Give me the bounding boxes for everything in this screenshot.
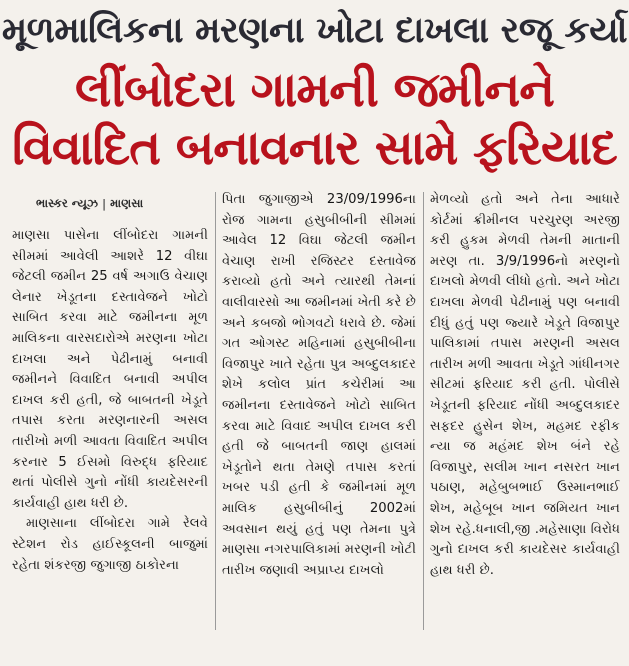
column-divider <box>423 192 424 630</box>
byline-agency: ભાસ્કર ન્યૂઝ <box>36 196 98 210</box>
article-paragraph: મેળવ્યો હતો અને તેના આધારે કોર્ટમાં ક્રીમીનલ પરચુરણ અરજી કરી હુકમ મેળવી તેમની માતાની મરણ તા. 3/9/1996નો મરણનો દાખલો મેળવી લીધો હતો. અને ખોટા દાખલા મેળવી પેઢીનામું પણ બનાવી દીધું હતું પણ જ્યારે ખેડૂતે વિજાપુર પાલિકામાં તપાસ મરણની અસલ તારીખ મળી આવતા ખેડૂતે ગાંધીનગર સીટમાં ફરિયાદ કરી હતી. પોલીસે ખેડૂતની ફરિયાદ નોંધી અબ્દુલકાદર સફદર હુસેન શેખ, મહમદ રફીક ન્યા જ મહંમદ શેખ બંને રહે વિજાપુર, સલીમ ખાન નસરત ખાન પઠાણ, મહેબુબભાઈ ઉસ્માનભાઈ શેખ, મહેબૂબ ખાન જમિયત ખાન શેખ રહે.ધનાલી,જી .મહેસાણા વિરોધ ગુનો દાખલ કરી કાયદેસર કાર્યવાહી હાથ ધરી છે. <box>430 192 620 578</box>
article-column-1 <box>12 226 208 666</box>
article-column-3 <box>430 190 620 630</box>
column-divider <box>215 192 216 630</box>
article-column-2 <box>222 190 416 630</box>
byline-place: માણસા <box>110 196 144 210</box>
byline <box>36 196 143 211</box>
article-paragraph: માણસાના લીંબોદરા ગામે રેલવે સ્ટેશન રોડ હાઈસ્કૂલની બાજુમાં રહેતા શંકરજી જુગાજી ઠાકોરના <box>12 516 208 573</box>
kicker-headline: મૂળમાલિકના મરણના ખોટા દાખલા રજૂ કર્યા <box>1 10 628 51</box>
article-paragraph: માણસા પાસેના લીંબોદરા ગામની સીમમાં આવેલી આશરે 12 વીઘા જેટલી જમીન 25 વર્ષ અગાઉ વેચાણ લેનાર ખેડૂતના દસ્તાવેજને ખોટો સાબિત કરવા માટે જમીનના મૂળ માલિકના વારસદારોએ મરણના ખોટા દાખલા અને પેઢીનામું બનાવી જમીનને વિવાદિત બનાવી અપીલ દાખલ કરી હતી, જે બાબતની ખેડૂતે તપાસ કરતા મરણનારની અસલ તારીખો મળી આવતા વિવાદિત અપીલ કરનાર 5 ઈસમો વિરુદ્ધ ફરિયાદ થતાં પોલીસે ગુનો નોંધી કાયદેસરની કાર્યવાહી હાથ ધરી છે. <box>12 228 208 511</box>
byline-separator: | <box>101 196 107 211</box>
main-headline-line-1: લીંબોદરા ગામની જમીનને <box>74 62 555 118</box>
article-paragraph: પિતા જુગાજીએ 23/09/1996ના રોજ ગામના હસુબીબીની સીમમાં આવેલ 12 વિઘા જેટલી જમીન વેચાણ રાખી રજિસ્ટર દસ્તાવેજ કરાવ્યો હતો અને ત્યારથી તેમનાં વાલીવારસો આ જમીનમાં ખેતી કરે છે અને કબજો ભોગવટો ધરાવે છે. જેમાં ગત ઓગસ્ટ મહિનામાં હસુબીબીના વિજાપુર ખાતે રહેતા પુત્ર અબ્દુલકાદર શેખે કલોલ પ્રાંત કચેરીમાં આ જમીનના દસ્તાવેજને ખોટો સાબિત કરવા માટે વિવાદ અપીલ દાખલ કરી હતી જે બાબતની જાણ હાલમાં ખેડૂતોને થતા તેમણે તપાસ કરતાં ખબર પડી હતી કે જમીનમાં મૂળ માલિક હસુબીબીનું 2002માં અવસાન થયું હતું પણ તેમના પુત્રે માણસા નગરપાલિકામાં મરણની ખોટી તારીખ જણાવી અપ્રાપ્ય દાખલો <box>222 192 416 578</box>
main-headline-line-2: વિવાદિત બનાવનાર સામે ફરિયાદ <box>12 120 617 176</box>
